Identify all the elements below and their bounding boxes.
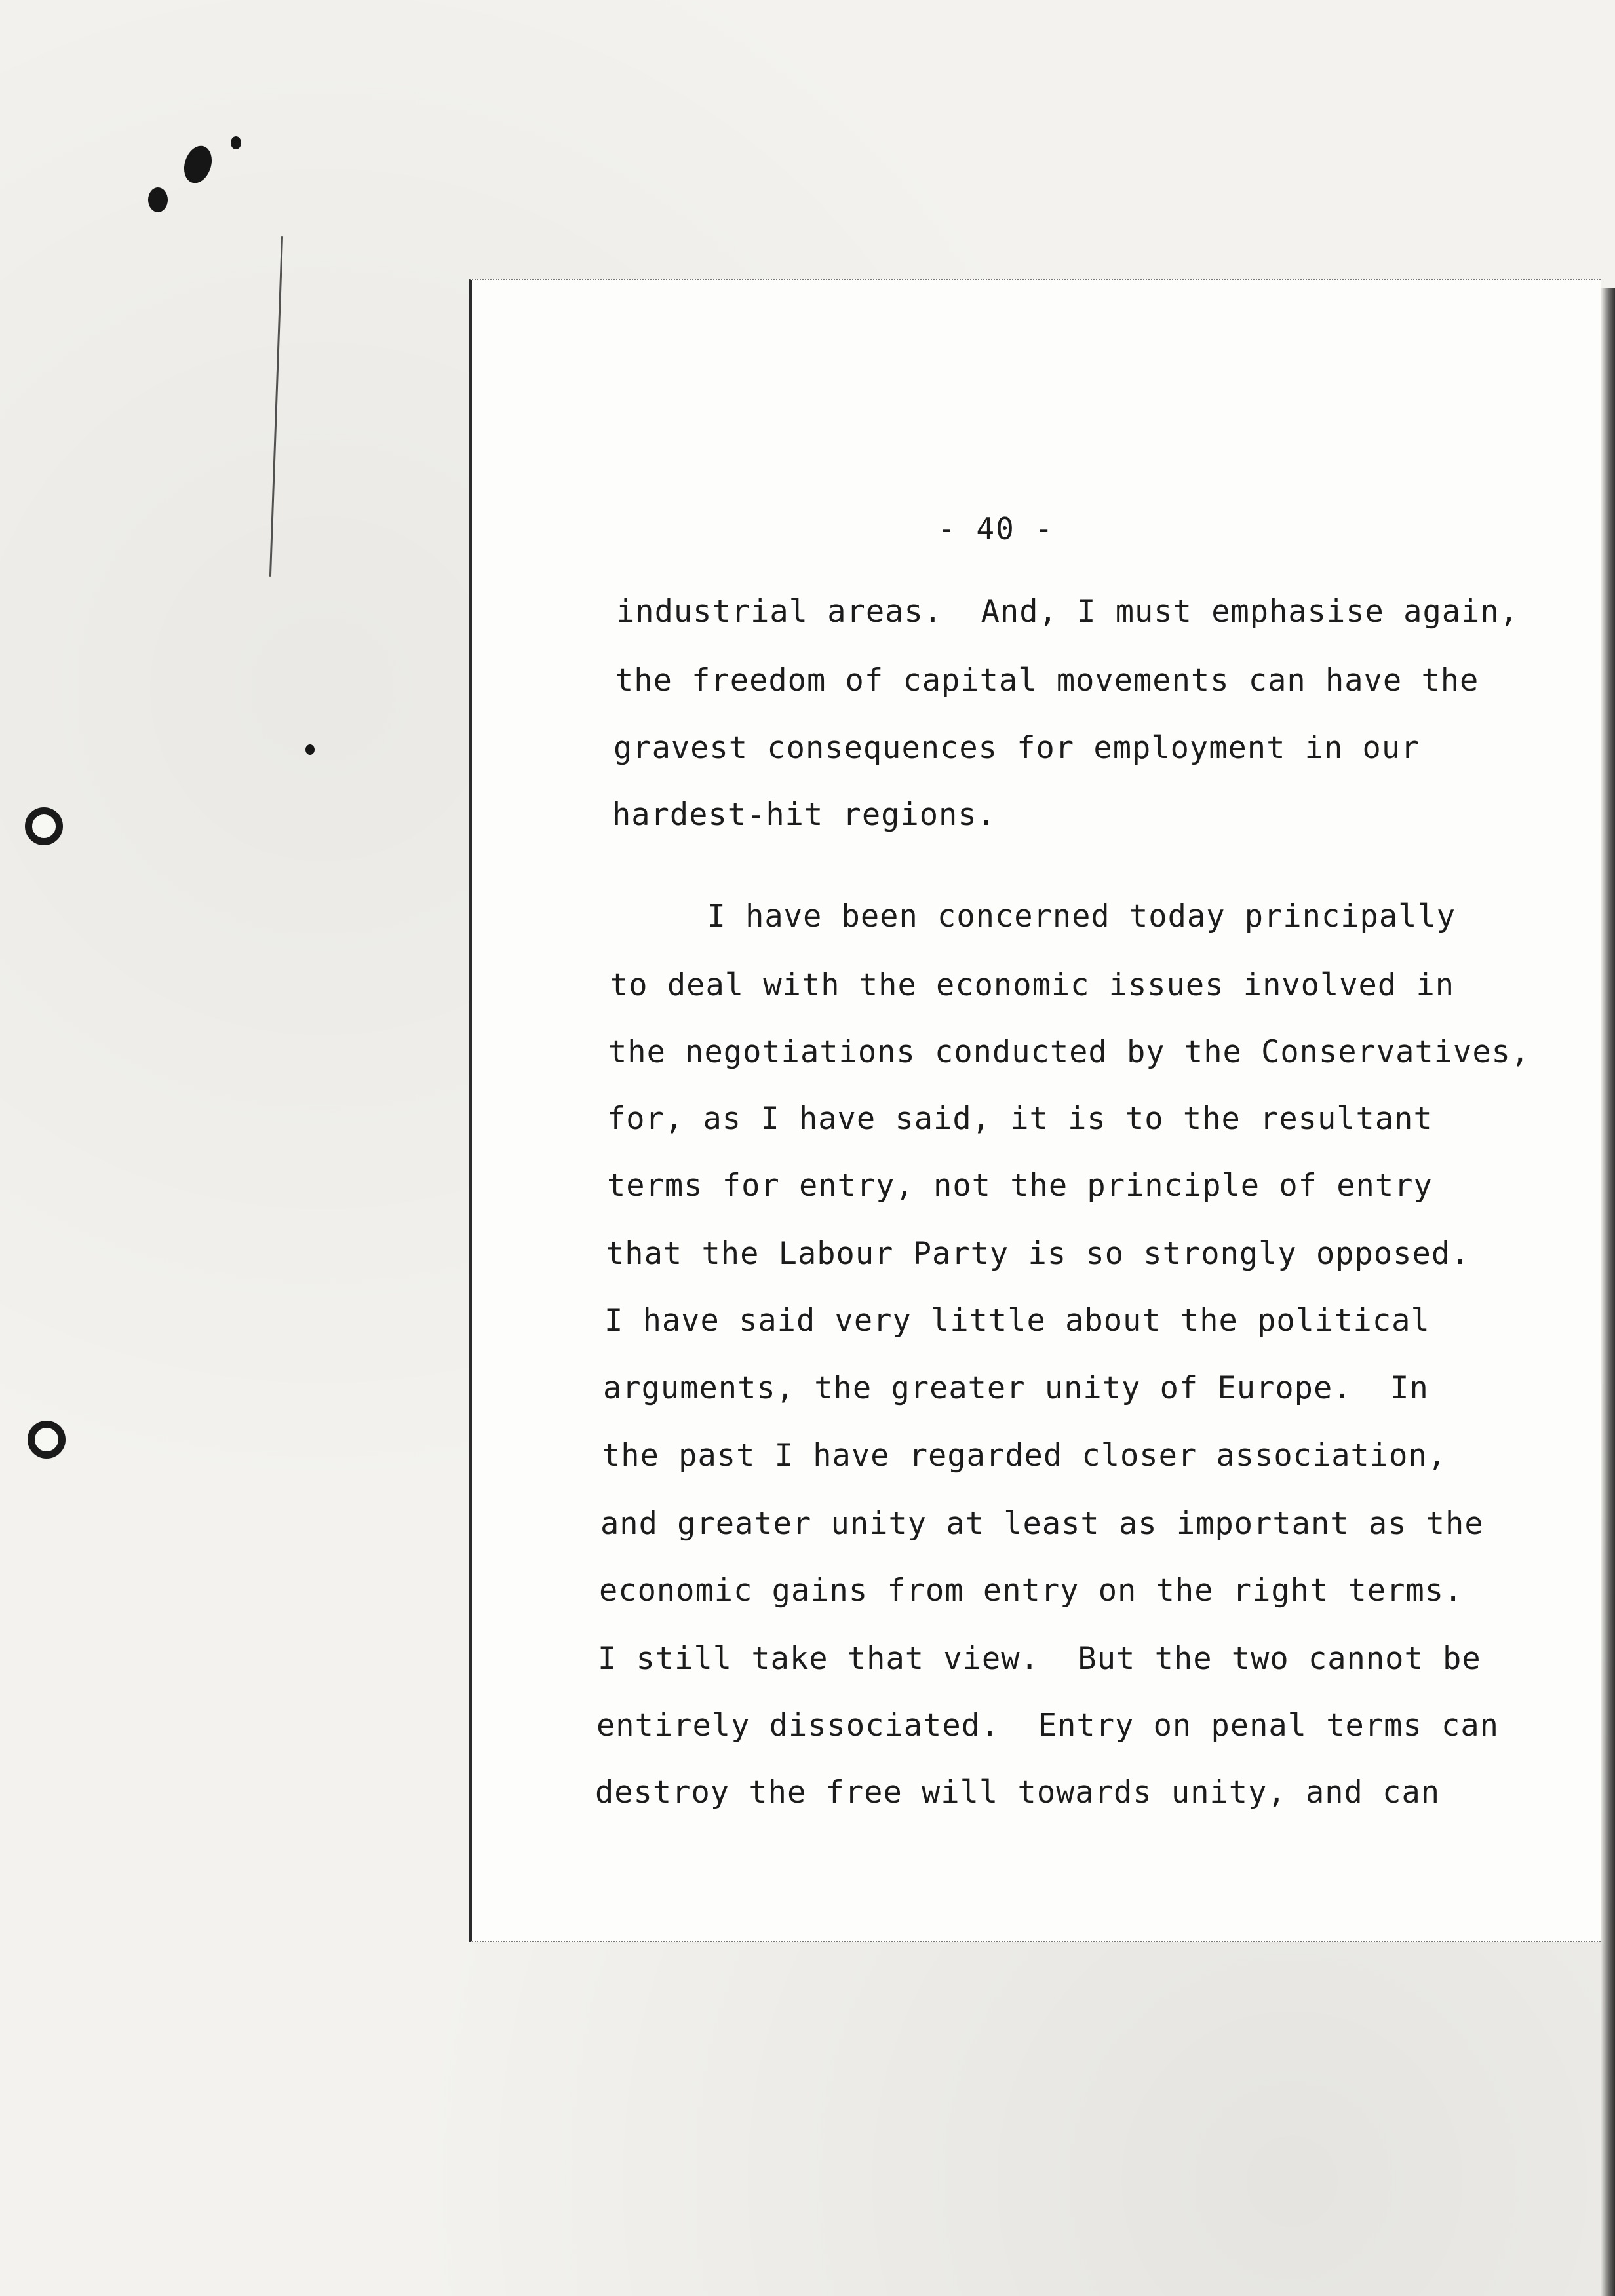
text-line: gravest consequences for employment in our xyxy=(613,730,1420,766)
text-line: arguments, the greater unity of Europe. In xyxy=(603,1370,1429,1406)
text-line: the negotiations conducted by the Conservatives, xyxy=(608,1034,1530,1070)
text-line: I have been concerned today principally xyxy=(611,898,1456,934)
punch-hole xyxy=(28,1421,66,1459)
text-line: destroy the free will towards unity, and can xyxy=(595,1774,1441,1810)
text-line: the freedom of capital movements can have the xyxy=(615,662,1479,698)
page-number: - 40 - xyxy=(937,511,1055,546)
text-line: terms for entry, not the principle of entry xyxy=(607,1168,1433,1204)
text-line: hardest-hit regions. xyxy=(612,797,996,833)
ink-blot xyxy=(231,136,241,149)
punch-hole xyxy=(25,807,63,845)
text-line: for, as I have said, it is to the resultant xyxy=(607,1101,1433,1137)
text-line: that the Labour Party is so strongly opposed. xyxy=(606,1236,1470,1272)
text-line: to deal with the economic issues involved in xyxy=(610,967,1455,1003)
ink-blot xyxy=(148,187,168,212)
text-line: I have said very little about the political xyxy=(604,1303,1430,1339)
text-line: the past I have regarded closer association, xyxy=(602,1438,1447,1474)
text-line: industrial areas. And, I must emphasise again, xyxy=(616,594,1519,630)
text-line: economic gains from entry on the right terms. xyxy=(599,1573,1464,1609)
text-line: entirely dissociated. Entry on penal terms can xyxy=(596,1708,1499,1744)
ink-blot xyxy=(305,744,315,755)
text-line: I still take that view. But the two cannot be xyxy=(598,1641,1481,1677)
text-line: and greater unity at least as important as the xyxy=(600,1506,1484,1542)
scan-edge-shadow xyxy=(1601,288,1615,2296)
